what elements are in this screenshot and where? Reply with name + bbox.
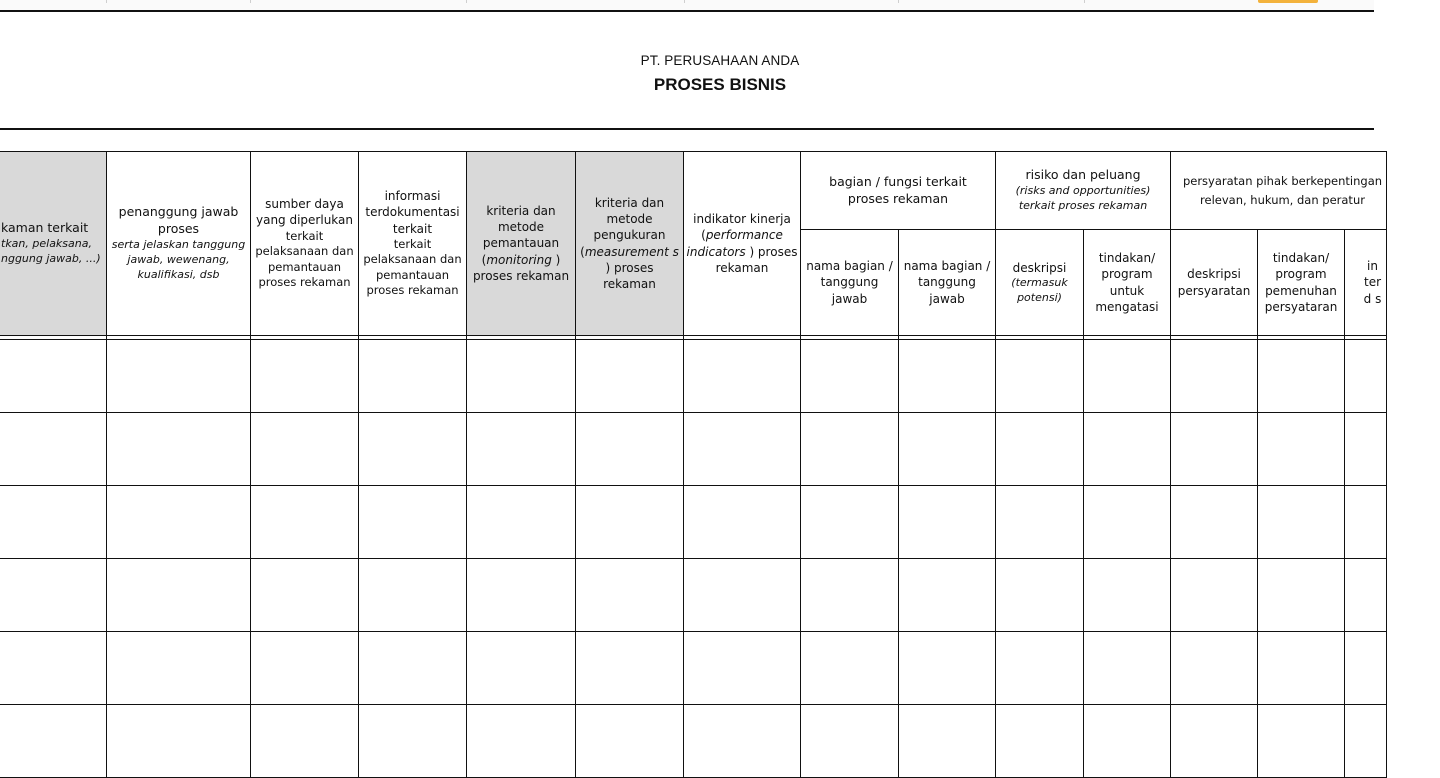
header-monitoring-criteria[interactable] [467,152,576,336]
table-cell[interactable] [1258,340,1345,413]
table-cell[interactable] [0,486,107,559]
header-row-top [0,152,1387,230]
table-cell[interactable] [801,559,899,632]
table-cell[interactable] [0,413,107,486]
header-label: penanggung jawab proses [118,204,239,237]
header-label: in terd s [1363,259,1382,306]
table-cell[interactable] [1084,340,1171,413]
table-cell[interactable] [467,340,576,413]
table-cell[interactable] [899,486,996,559]
table-cell[interactable] [1258,705,1345,778]
table-cell[interactable] [996,559,1084,632]
strip-divider [250,0,251,3]
table-cell[interactable] [467,632,576,705]
table-cell[interactable] [107,486,251,559]
table-cell[interactable] [359,559,467,632]
header-note: terkait pelaksanaan dan pemantauan proses rekaman [255,228,354,290]
table-cell[interactable] [684,559,801,632]
table-cell[interactable] [684,413,801,486]
table-cell[interactable] [107,340,251,413]
table-cell[interactable] [684,632,801,705]
table-cell[interactable] [1084,413,1171,486]
table-cell[interactable] [576,486,684,559]
table-cell[interactable] [251,559,359,632]
header-label-em: performance indicators [686,228,783,259]
table-cell[interactable] [801,413,899,486]
strip-divider [106,0,107,3]
header-label: kriteria dan metode pengukuran ( [580,195,666,259]
table-cell[interactable] [801,705,899,778]
document-title: PROSES BISNIS [653,75,787,94]
header-label: ) proses rekaman [715,244,798,275]
header-label: deskripsi persyaratan [1177,267,1251,298]
table-cell[interactable] [1345,632,1387,705]
header-resources[interactable] [251,152,359,336]
header-requirement-action[interactable] [1258,230,1345,336]
table-cell[interactable] [576,559,684,632]
table-cell[interactable] [0,705,107,778]
table-cell[interactable] [899,413,996,486]
table-cell[interactable] [359,632,467,705]
business-process-table [0,151,1387,778]
table-cell[interactable] [107,705,251,778]
table-cell[interactable] [251,413,359,486]
table-cell[interactable] [467,559,576,632]
header-note: (risks and opportunities) terkait proses rekaman [1015,184,1151,212]
table-cell[interactable] [576,413,684,486]
table-cell[interactable] [1258,632,1345,705]
table-cell[interactable] [359,413,467,486]
table-cell[interactable] [467,486,576,559]
table-cell[interactable] [801,340,899,413]
table-cell[interactable] [996,413,1084,486]
table-row [0,486,1387,559]
table-cell[interactable] [1258,413,1345,486]
table-cell[interactable] [1171,413,1258,486]
header-label: risiko dan peluang [1025,167,1141,183]
strip-divider [684,0,685,3]
table-cell[interactable] [1084,632,1171,705]
header-label-em: monitoring [486,252,552,267]
table-cell[interactable] [107,559,251,632]
table-cell[interactable] [576,340,684,413]
table-cell[interactable] [467,705,576,778]
table-cell[interactable] [1171,632,1258,705]
table-cell[interactable] [1084,705,1171,778]
table-row [0,559,1387,632]
table-cell[interactable] [107,632,251,705]
header-note: tkan, pelaksana, nggung jawab, ...) [1,237,101,265]
header-label-em: measurement s [584,244,679,259]
table-cell[interactable] [684,705,801,778]
table-cell[interactable] [996,486,1084,559]
table-cell[interactable] [576,632,684,705]
table-cell[interactable] [1345,486,1387,559]
table-row [0,632,1387,705]
table-cell[interactable] [1345,340,1387,413]
table-cell[interactable] [1084,559,1171,632]
header-requirement-description[interactable] [1171,230,1258,336]
header-label: tindakan/ program untuk mengatasi [1095,251,1159,314]
header-performance-indicator[interactable] [684,152,801,336]
table-cell[interactable] [899,705,996,778]
table-cell[interactable] [996,340,1084,413]
header-process-owner[interactable] [107,152,251,336]
strip-divider [466,0,467,3]
table-cell[interactable] [359,705,467,778]
header-label: kriteria dan metode pemantauan ( [481,204,560,267]
table-cell[interactable] [0,559,107,632]
table-cell[interactable] [899,632,996,705]
top-border-line [0,10,1374,12]
header-label: ) proses rekaman [603,260,656,291]
header-related-functions[interactable] [801,152,996,230]
table-cell[interactable] [899,340,996,413]
header-stakeholder-requirements[interactable] [1171,152,1387,230]
header-note: serta jelaskan tanggung jawab, wewenang, kualifikasi, dsb [111,238,246,281]
strip-divider [898,0,899,3]
table-cell[interactable] [899,559,996,632]
header-label: tindakan/ program pemenuhan persyataran [1264,251,1338,314]
table-cell[interactable] [251,705,359,778]
header-function-name-2[interactable] [899,230,996,336]
table-cell[interactable] [576,705,684,778]
header-documented-info[interactable] [359,152,467,336]
header-function-name-1[interactable] [801,230,899,336]
header-note: (termasuk potensi) [1011,275,1068,304]
table-row [0,340,1387,413]
company-name: PT. PERUSAHAAN ANDA [640,53,800,68]
header-border-line [0,128,1374,130]
table-cell[interactable] [251,632,359,705]
table-cell[interactable] [1171,486,1258,559]
header-label: ) proses rekaman [472,252,570,283]
header-label: informasi terdokumentasi terkait [365,189,460,236]
table-cell[interactable] [0,632,107,705]
table-cell[interactable] [251,486,359,559]
table-cell[interactable] [1258,486,1345,559]
header-requirement-info[interactable] [1345,230,1387,336]
header-label: kaman terkait [1,220,89,236]
header-measurement-criteria[interactable] [576,152,684,336]
header-note: terkait pelaksanaan dan pemantauan proses rekaman [363,236,462,298]
table-cell[interactable] [107,413,251,486]
table-cell[interactable] [359,486,467,559]
header-risks-opportunities[interactable] [996,152,1171,230]
table-cell[interactable] [1345,705,1387,778]
table-cell[interactable] [1084,486,1171,559]
table-cell[interactable] [1171,705,1258,778]
table-cell[interactable] [467,413,576,486]
table-cell[interactable] [801,486,899,559]
table-cell[interactable] [1345,559,1387,632]
header-risk-description[interactable] [996,230,1084,336]
selected-cell-indicator [1258,0,1318,3]
header-related-records[interactable] [0,152,107,336]
header-label: deskripsi [1012,260,1067,275]
header-risk-action[interactable] [1084,230,1171,336]
table-cell[interactable] [684,340,801,413]
table-cell[interactable] [1171,340,1258,413]
header-label: indikator kinerja ( [693,212,791,243]
table-row [0,705,1387,778]
table-cell[interactable] [801,632,899,705]
table-cell[interactable] [1171,559,1258,632]
table-row [0,413,1387,486]
table-cell[interactable] [996,632,1084,705]
header-label: bagian / fungsi terkait proses rekaman [829,173,967,206]
table-cell[interactable] [0,340,107,413]
header-label: persyaratan pihak berkepentingan relevan, hukum, dan peratur [1182,174,1383,207]
table-cell[interactable] [684,486,801,559]
header-label: nama bagian / tanggung jawab [903,259,991,306]
table-cell[interactable] [251,340,359,413]
table-cell[interactable] [359,340,467,413]
header-label: nama bagian / tanggung jawab [806,259,893,306]
table-cell[interactable] [996,705,1084,778]
table-cell[interactable] [1345,413,1387,486]
header-label: sumber daya yang diperlukan [255,197,353,228]
table-cell[interactable] [1258,559,1345,632]
strip-divider [1084,0,1085,3]
